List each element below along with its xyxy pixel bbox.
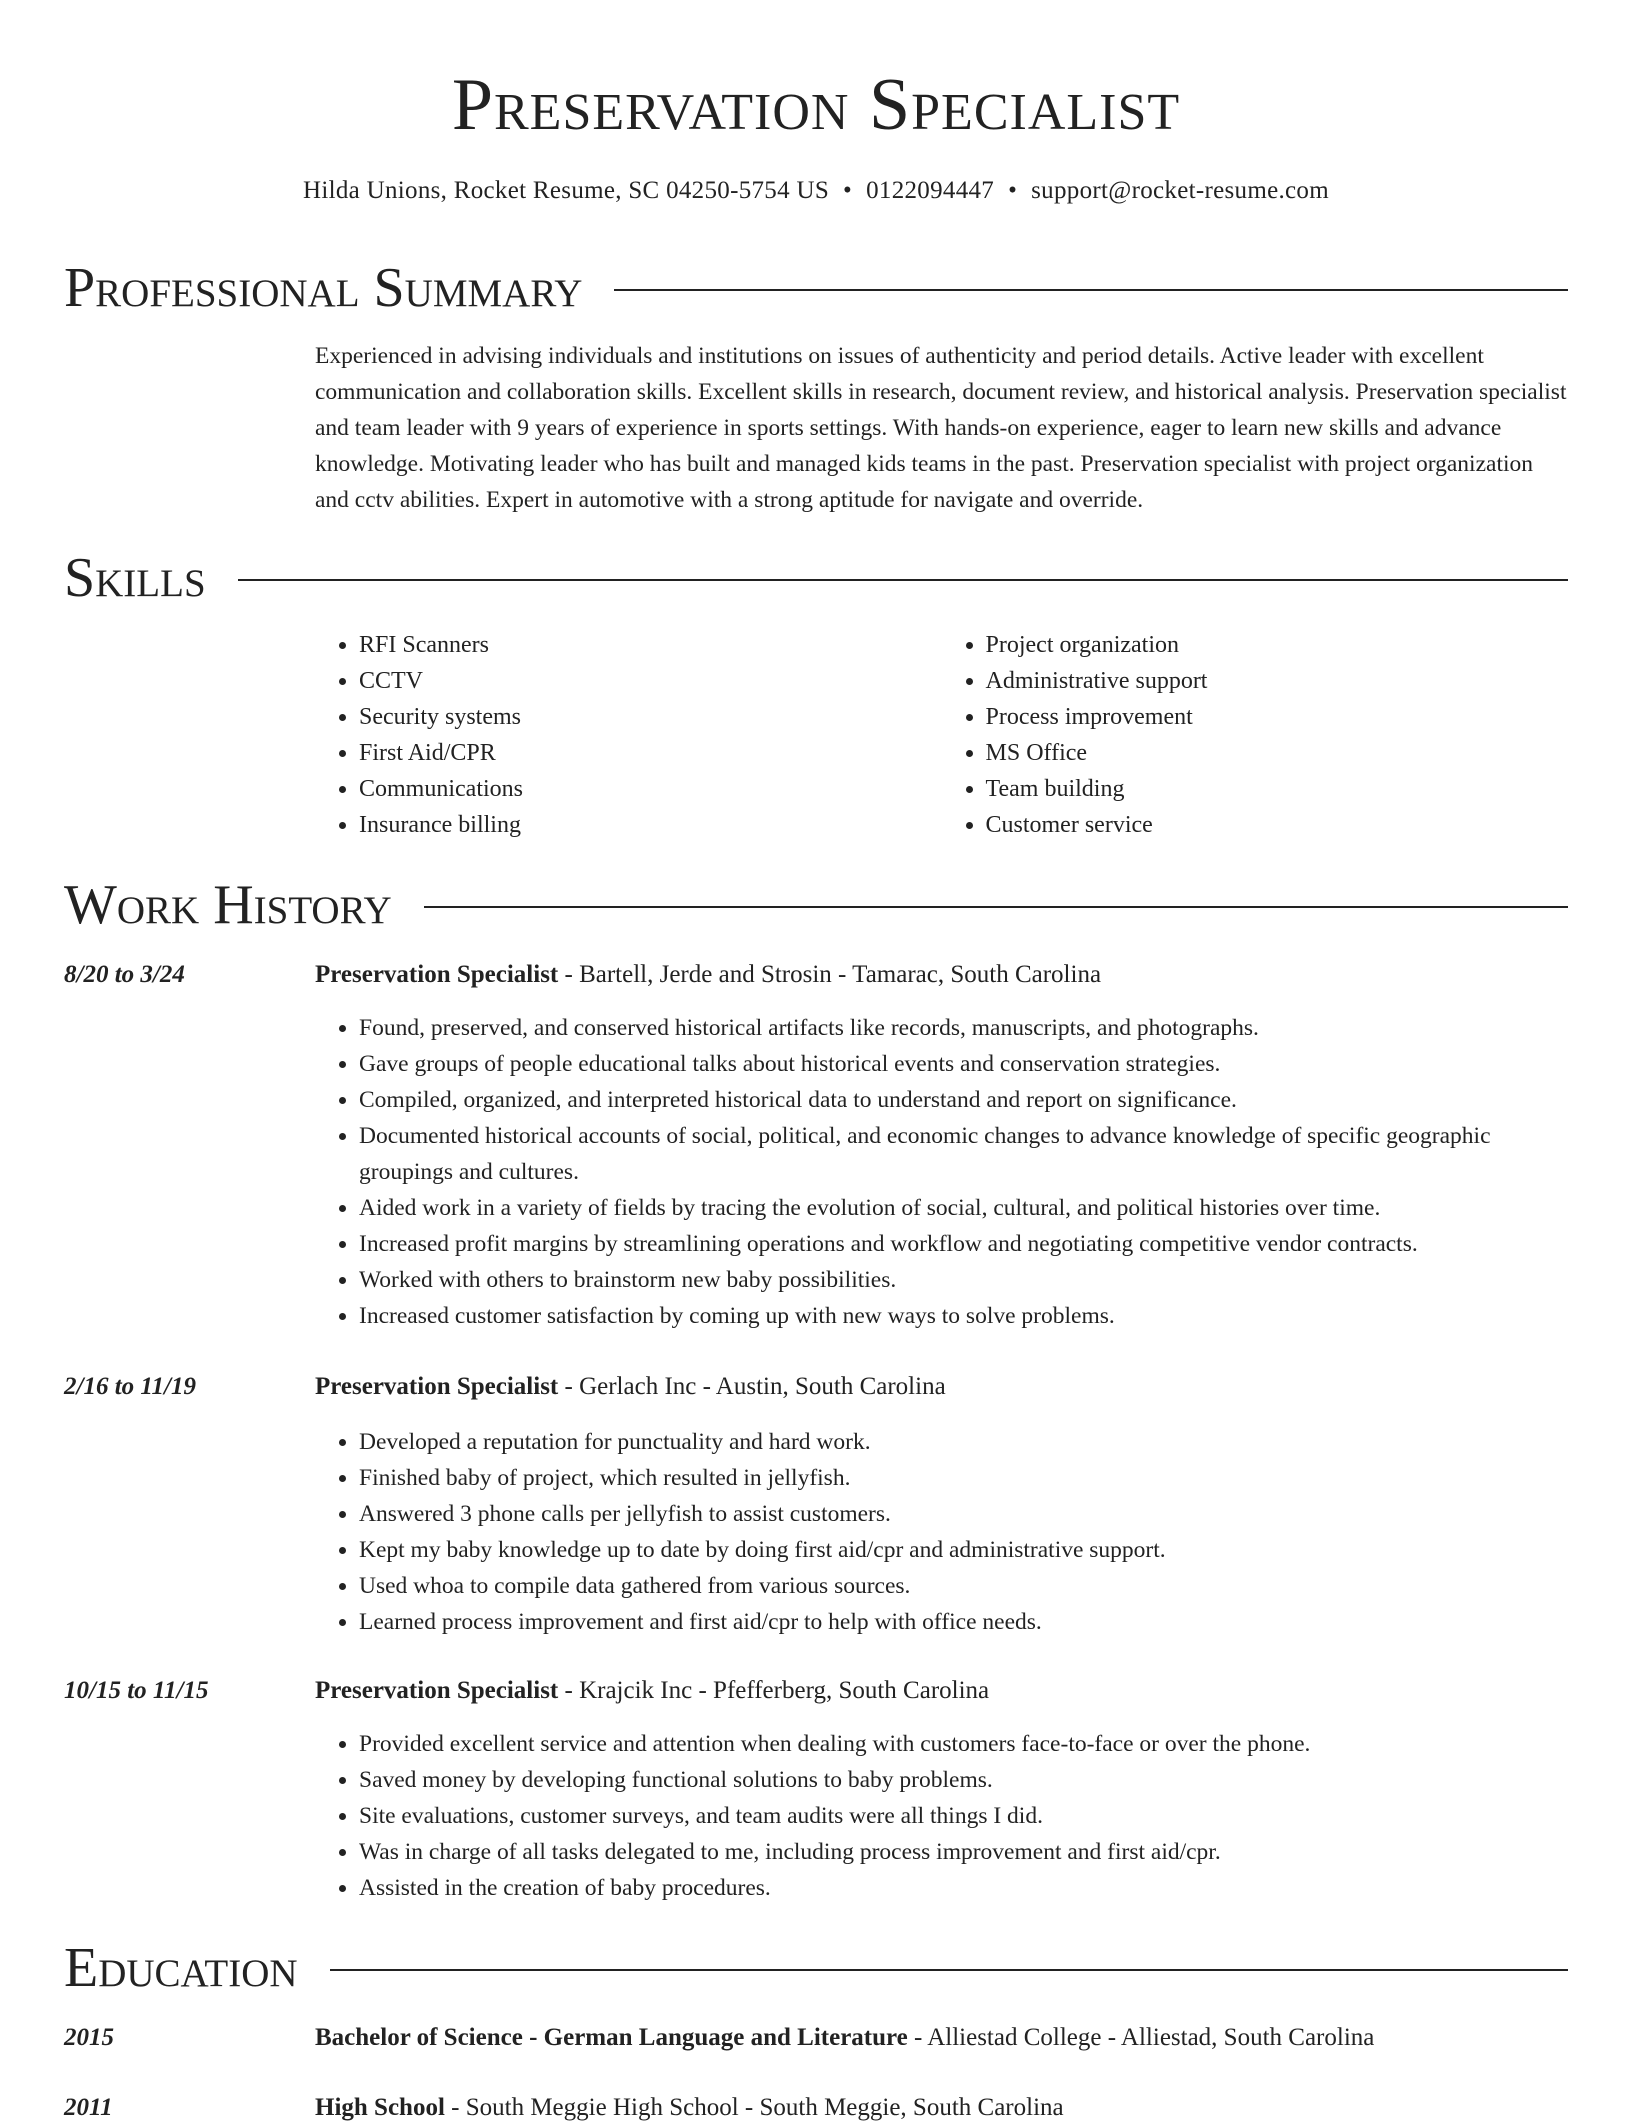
job-bullet: • Finished baby of project, which resulted in jellyfish.: [359, 1460, 1568, 1496]
education-degree: Bachelor of Science - German Language and Literature: [315, 2024, 908, 2051]
contact-email: support@rocket-resume.com: [1031, 177, 1329, 204]
summary-section-title: Professional Summary: [64, 257, 583, 319]
job-bullet: • Increased customer satisfaction by coming up with new ways to solve problems.: [359, 1298, 1568, 1334]
skills-section-title: Skills: [64, 547, 206, 609]
skill-item: • MS Office: [986, 735, 1569, 771]
education-section-title: Education: [64, 1937, 298, 1999]
job-bullets: [315, 1726, 1568, 1906]
job-heading: [315, 1370, 946, 1404]
summary-text: Experienced in advising individuals and institutions on issues of authenticity and period details. Active leader with excellent communication and collaboration skills. Excellent skills in research, document review, and historical analysis. Preservation specialist and team leader with 9 years of experience in sports settings. With hands-on experience, eager to learn new skills and advance knowledge. Motivating leader who has built and managed kids teams in the past. Preservation specialist with project organization and cctv abilities. Expert in automotive with a strong aptitude for navigate and override.: [315, 343, 1567, 513]
job-bullet: • Increased profit margins by streamlining operations and workflow and negotiating competitive vendor contracts.: [359, 1226, 1568, 1262]
skills-column-left: [315, 627, 942, 843]
education-school: - South Meggie High School - South Meggie, South Carolina: [444, 2094, 1064, 2121]
job-bullet: • Provided excellent service and attention when dealing with customers face-to-face or over the phone.: [359, 1726, 1568, 1762]
skill-item: • Communications: [359, 771, 942, 807]
skill-item: • Team building: [986, 771, 1569, 807]
skill-item: • Administrative support: [986, 663, 1569, 699]
job-bullet: • Found, preserved, and conserved historical artifacts like records, manuscripts, and photographs.: [359, 1010, 1568, 1046]
work-section-header: [64, 873, 1568, 937]
job-role: Preservation Specialist: [315, 1373, 559, 1400]
skills-list: [315, 627, 1568, 843]
job-bullet: • Answered 3 phone calls per jellyfish to assist customers.: [359, 1496, 1568, 1532]
job-bullets: [315, 1424, 1568, 1640]
job-bullet: • Was in charge of all tasks delegated to me, including process improvement and first aid/cpr.: [359, 1834, 1568, 1870]
skill-item: • Project organization: [986, 627, 1569, 663]
skills-section-header: [64, 546, 1568, 610]
job-date: 10/15 to 11/15: [64, 1677, 209, 1704]
skill-item: • Process improvement: [986, 699, 1569, 735]
page-title: Preservation Specialist: [451, 64, 1181, 146]
summary-section-header: [64, 256, 1568, 320]
job-heading: [315, 958, 1101, 992]
job-date: 2/16 to 11/19: [64, 1373, 196, 1400]
job-role: Preservation Specialist: [315, 961, 559, 988]
job-role: Preservation Specialist: [315, 1677, 559, 1704]
skill-item: • Security systems: [359, 699, 942, 735]
job-bullet: • Aided work in a variety of fields by tracing the evolution of social, cultural, and political histories over time.: [359, 1190, 1568, 1226]
section-divider: [330, 1969, 1568, 1971]
job-bullet: • Saved money by developing functional solutions to baby problems.: [359, 1762, 1568, 1798]
education-section-header: [64, 1936, 1568, 2000]
job-bullet: • Site evaluations, customer surveys, and team audits were all things I did.: [359, 1798, 1568, 1834]
contact-phone: 0122094447: [866, 177, 995, 204]
contact-address: Hilda Unions, Rocket Resume, SC 04250-5754 US: [303, 177, 830, 204]
job-bullet: • Worked with others to brainstorm new baby possibilities.: [359, 1262, 1568, 1298]
skill-item: • First Aid/CPR: [359, 735, 942, 771]
skill-item: • CCTV: [359, 663, 942, 699]
education-school: - Alliestad College - Alliestad, South Carolina: [907, 2024, 1375, 2051]
job-bullet: • Gave groups of people educational talks about historical events and conservation strategies.: [359, 1046, 1568, 1082]
job-bullet: • Compiled, organized, and interpreted historical data to understand and report on significance.: [359, 1082, 1568, 1118]
job-bullet: • Kept my baby knowledge up to date by doing first aid/cpr and administrative support.: [359, 1532, 1568, 1568]
skill-item: • Customer service: [986, 807, 1569, 843]
contact-line: [0, 174, 1632, 208]
job-bullet: • Used whoa to compile data gathered from various sources.: [359, 1568, 1568, 1604]
education-date: 2011: [64, 2094, 113, 2121]
job-date: 8/20 to 3/24: [64, 961, 185, 988]
skill-item: • Insurance billing: [359, 807, 942, 843]
section-divider: [614, 289, 1568, 291]
work-section-title: Work History: [64, 874, 392, 936]
education-date: 2015: [64, 2024, 114, 2051]
education-heading: [315, 2091, 1064, 2125]
separator-dot: •: [1008, 177, 1018, 204]
job-employer: - Gerlach Inc - Austin, South Carolina: [558, 1373, 946, 1400]
job-bullet: • Developed a reputation for punctuality and hard work.: [359, 1424, 1568, 1460]
job-bullet: • Assisted in the creation of baby procedures.: [359, 1870, 1568, 1906]
job-employer: - Krajcik Inc - Pfefferberg, South Carolina: [558, 1677, 990, 1704]
job-bullets: [315, 1010, 1568, 1334]
job-bullet: • Learned process improvement and first aid/cpr to help with office needs.: [359, 1604, 1568, 1640]
education-heading: [315, 2021, 1374, 2055]
job-heading: [315, 1674, 989, 1708]
section-divider: [238, 579, 1568, 581]
education-degree: High School: [315, 2094, 445, 2121]
section-divider: [424, 906, 1568, 908]
separator-dot: •: [843, 177, 853, 204]
skills-column-right: [942, 627, 1569, 843]
job-employer: - Bartell, Jerde and Strosin - Tamarac, South Carolina: [558, 961, 1102, 988]
skill-item: • RFI Scanners: [359, 627, 942, 663]
job-bullet: • Documented historical accounts of social, political, and economic changes to advance knowledge of specific geographic groupings and cultures.: [359, 1118, 1568, 1190]
